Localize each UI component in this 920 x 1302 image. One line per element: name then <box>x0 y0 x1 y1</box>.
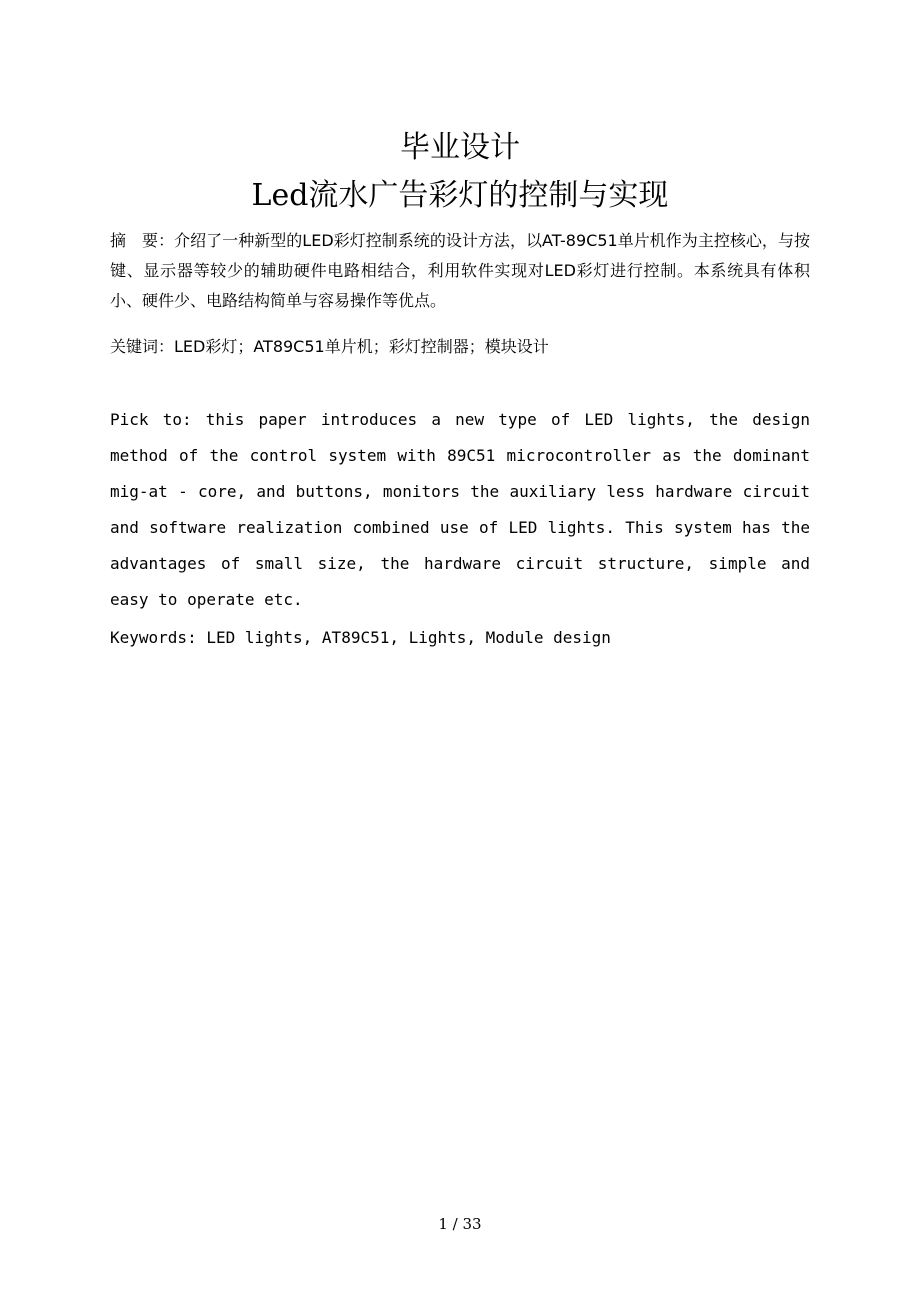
chinese-abstract: 摘 要：介绍了一种新型的LED彩灯控制系统的设计方法，以AT-89C51单片机作为主控核心，与按键、显示器等较少的辅助硬件电路相结合，利用软件实现对LED彩灯进行控制。本系统具有体积小、硬件少、电路结构简单与容易操作等优点。 <box>110 231 810 310</box>
document-subtitle: Led流水广告彩灯的控制与实现 <box>251 178 669 213</box>
chinese-keywords: 关键词：LED彩灯；AT89C51单片机；彩灯控制器；模块设计 <box>110 337 549 356</box>
english-abstract: Pick to: this paper introduces a new type of LED lights, the design method of the control system with 89C51 microcontroller as the dominant mig-at - core, and buttons, monitors the auxiliary less hardware circuit and software realization combined use of LED lights. This system has the advantages of small size, the hardware circuit structure, simple and easy to operate etc. <box>110 410 810 609</box>
document-title: 毕业设计 <box>400 130 520 165</box>
english-keywords: Keywords: LED lights, AT89C51, Lights, Module design <box>110 628 611 647</box>
page-number: 1 / 33 <box>438 1215 482 1233</box>
